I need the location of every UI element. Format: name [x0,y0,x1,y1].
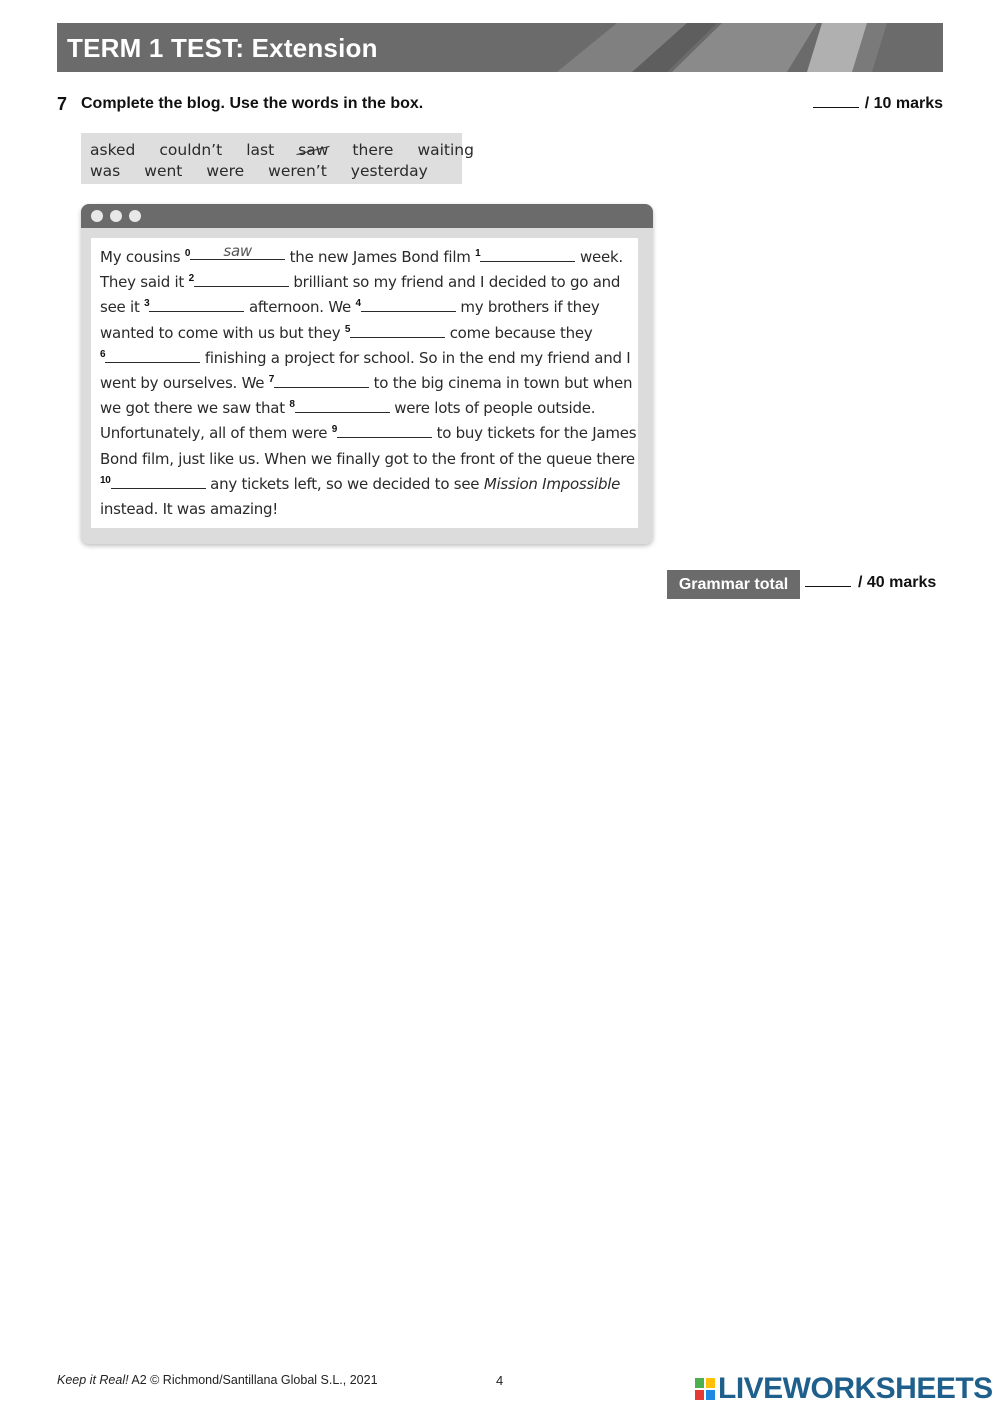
window-dot-icon [110,210,122,222]
word-item: asked [90,140,136,159]
blog-window [81,204,653,544]
blog-text [91,238,638,528]
blog-text-segment: My cousins [100,248,185,266]
word-item-crossed: saw [298,140,329,159]
word-item: there [352,140,394,159]
gap-number: 8 [289,399,295,411]
gap-number: 7 [268,374,275,386]
copyright-text: A2 © Richmond/Santillana Global S.L., 2021 [128,1373,378,1387]
gap-number: 4 [355,298,361,310]
blog-text-segment: They said it [100,273,189,292]
blog-text-segment: week. [575,248,623,266]
marks-label: / 10 marks [864,95,943,112]
gap-number: 6 [100,348,106,360]
page-title: TERM 1 TEST: Extension [67,33,378,63]
book-title: Keep it Real! [57,1373,129,1387]
gap-number: 3 [144,298,150,310]
word-item: went [144,161,183,180]
answer-gap-5[interactable] [350,323,445,338]
blog-text-segment: the new James Bond film [285,248,476,266]
word-item: yesterday [350,161,428,180]
example-answer: saw [223,242,252,260]
answer-gap-0 [190,242,285,260]
word-box [81,133,474,184]
liveworksheets-logo [694,1374,993,1404]
gap-number: 2 [188,273,194,285]
answer-gap-4[interactable] [361,297,456,312]
answer-gap-10[interactable] [111,474,206,489]
grammar-marks-blank[interactable] [805,575,851,587]
exercise-number: 7 [57,94,68,114]
liveworksheets-icon [694,1376,716,1402]
blog-text-segment: were lots of people outside. [389,399,596,418]
word-row [90,160,462,181]
blog-text-segment: we got there we saw that [100,399,290,418]
blog-text-segment: finishing a project for school. So in the end my friend and I [200,348,631,367]
word-item: were [206,161,245,180]
gap-number: 1 [475,248,481,259]
blog-text-segment: went by ourselves. We [100,374,269,393]
blog-text-segment: Bond film, just like us. When we finally got to the front of the queue there [100,449,635,468]
answer-gap-3[interactable] [149,297,244,312]
answer-gap-2[interactable] [194,272,289,287]
blog-text-segment: come because they [445,323,593,342]
blog-text-segment: my brothers if they [455,298,600,317]
header-banner [57,23,943,72]
page-number: 4 [496,1373,504,1388]
window-dot-icon [91,210,103,222]
answer-gap-1[interactable] [480,247,575,262]
exercise-marks [813,95,943,113]
gap-number: 9 [331,424,338,436]
blog-title-bar [81,204,653,228]
exercise-instruction: Complete the blog. Use the words in the box. [81,95,424,112]
blog-text-segment: see it [100,298,145,317]
grammar-marks-label: / 40 marks [858,574,937,591]
word-row [90,139,474,160]
footer-copyright [57,1373,378,1387]
blog-text-segment: Unfortunately, all of them were [100,424,332,443]
logo-text: LIVEWORKSHEETS [718,1372,993,1405]
word-item: was [90,161,121,180]
grammar-total-label: Grammar total [667,570,800,599]
word-item: couldn’t [159,140,223,159]
blog-text-segment: instead. It was amazing! [100,500,279,519]
blog-text-segment: to the big cinema in town but when [369,374,633,393]
word-item: waiting [417,140,474,159]
answer-gap-6[interactable] [105,348,200,363]
answer-gap-8[interactable] [295,398,390,413]
window-dot-icon [129,210,141,222]
blog-text-segment: brilliant so my friend and I decided to go and [288,273,621,292]
blog-text-segment: to buy tickets for the James [432,424,637,443]
word-item: last [246,140,275,159]
answer-gap-9[interactable] [337,423,432,438]
gap-number: 5 [344,323,351,335]
gap-number: 10 [100,474,111,486]
blog-text-segment: wanted to come with us but they [100,323,345,342]
answer-gap-7[interactable] [274,373,369,388]
blog-text-segment: afternoon. We [244,298,356,317]
marks-blank[interactable] [813,96,859,108]
gap-number: 0 [184,248,191,259]
film-title: Mission Impossible [483,474,621,493]
grammar-total-marks [805,574,936,592]
blog-text-segment: any tickets left, so we decided to see [205,474,484,493]
word-item: weren’t [268,161,327,180]
